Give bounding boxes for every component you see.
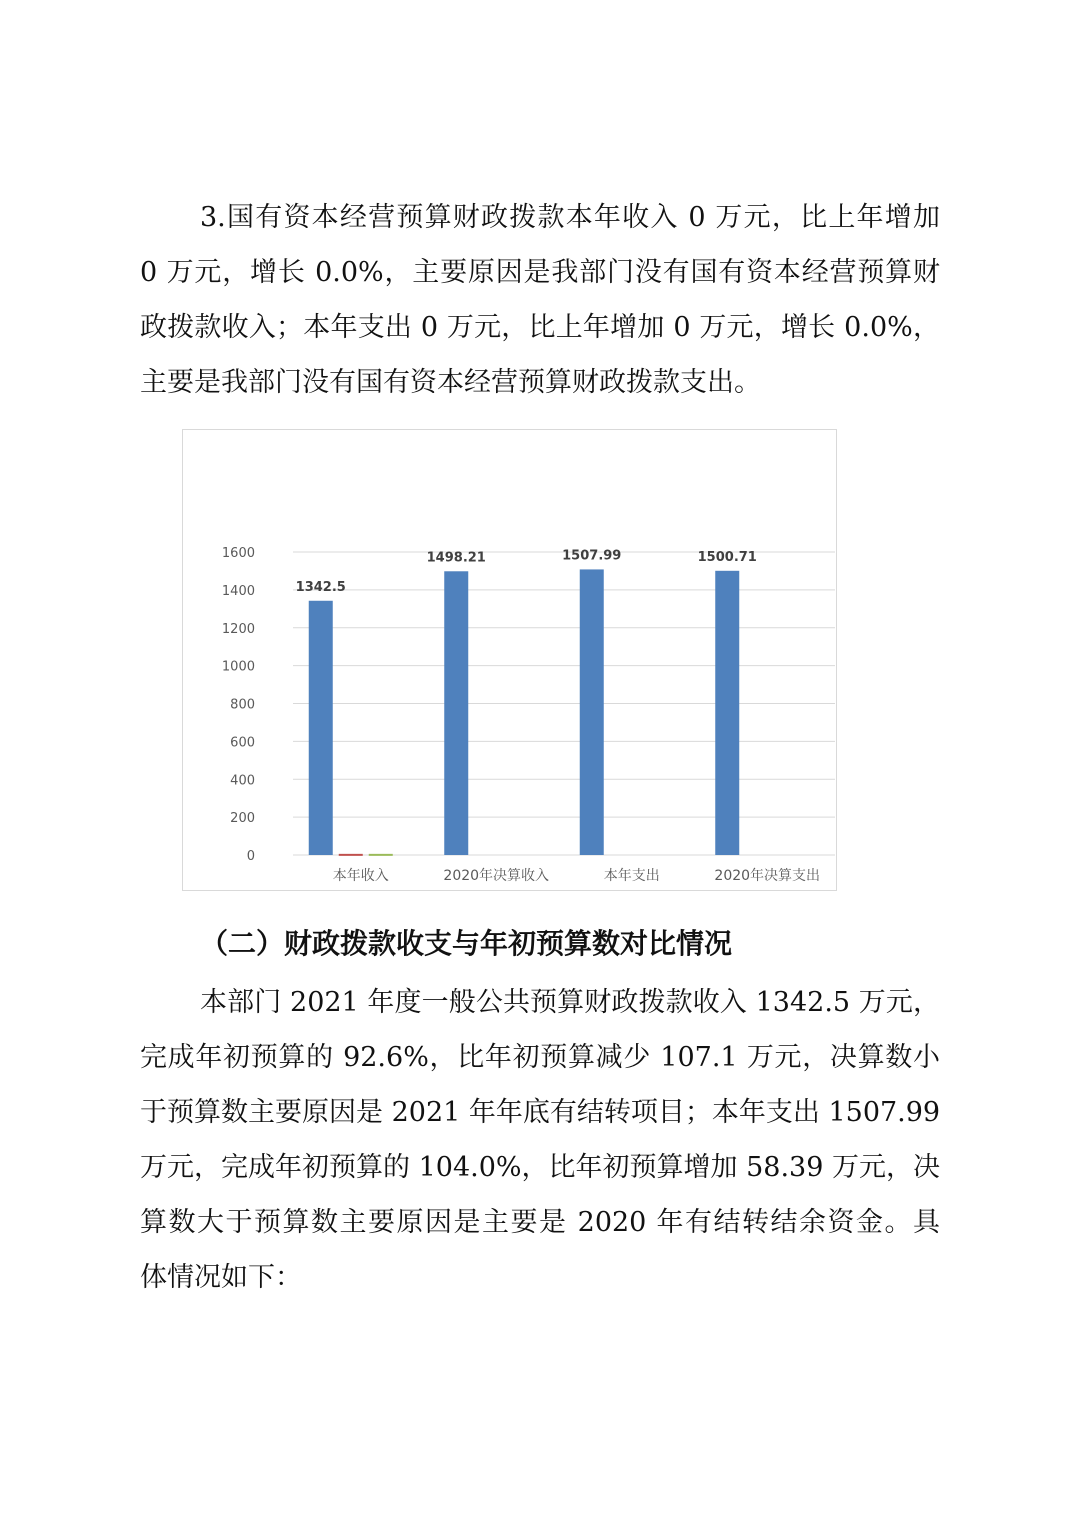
- text-line: 于预算数主要原因是 2021 年年底有结转项目；本年支出 1507.99: [140, 1097, 941, 1128]
- data-label: 1342.5: [295, 579, 346, 595]
- y-tick-label: 0: [246, 849, 255, 864]
- bar-3: [369, 854, 393, 856]
- y-tick-label: 400: [230, 773, 255, 789]
- text-line: 完成年初预算的 92.6%，比年初预算减少 107.1 万元，决算数小: [140, 1042, 940, 1073]
- paragraph-state-capital: [140, 190, 940, 410]
- y-tick-label: 200: [230, 811, 255, 827]
- chart-svg: [183, 430, 838, 892]
- x-tick-label: 2020年决算支出: [714, 868, 821, 884]
- text-line: 主要是我部门没有国有资本经营预算财政拨款支出。: [140, 367, 761, 398]
- bar-chart: [182, 429, 837, 891]
- data-label: 1500.71: [697, 549, 757, 565]
- text-line: 0 万元，增长 0.0%，主要原因是我部门没有国有资本经营预算财: [140, 257, 940, 288]
- text-line: 3.国有资本经营预算财政拨款本年收入 0 万元，比上年增加: [200, 202, 940, 233]
- y-tick-label: 1000: [221, 659, 255, 675]
- y-tick-label: 800: [230, 697, 255, 713]
- bar-1: [444, 571, 468, 855]
- text-line: 本部门 2021 年度一般公共预算财政拨款收入 1342.5 万元，: [200, 987, 940, 1018]
- bar-1: [715, 571, 739, 855]
- section-heading: （二）财政拨款收支与年初预算数对比情况: [200, 927, 733, 960]
- y-tick-label: 1400: [221, 583, 255, 599]
- x-tick-label: 本年支出: [603, 868, 660, 884]
- paragraph-budget-comparison: [140, 975, 940, 1305]
- x-tick-label: 本年收入: [332, 868, 389, 884]
- y-tick-label: 600: [230, 735, 255, 751]
- x-tick-label: 2020年决算收入: [443, 868, 550, 884]
- bar-2: [339, 854, 363, 856]
- text-line: 算数大于预算数主要原因是主要是 2020 年有结转结余资金。具: [140, 1207, 940, 1238]
- y-tick-label: 1600: [221, 546, 255, 561]
- data-label: 1507.99: [562, 548, 622, 564]
- data-label: 1498.21: [426, 550, 486, 566]
- text-line: 体情况如下：: [140, 1262, 302, 1293]
- bar-1: [309, 601, 333, 855]
- text-line: 万元，完成年初预算的 104.0%，比年初预算增加 58.39 万元，决: [140, 1152, 940, 1183]
- text-line: 政拨款收入；本年支出 0 万元，比上年增加 0 万元，增长 0.0%，: [140, 312, 940, 343]
- bar-1: [580, 569, 604, 855]
- y-tick-label: 1200: [221, 621, 255, 637]
